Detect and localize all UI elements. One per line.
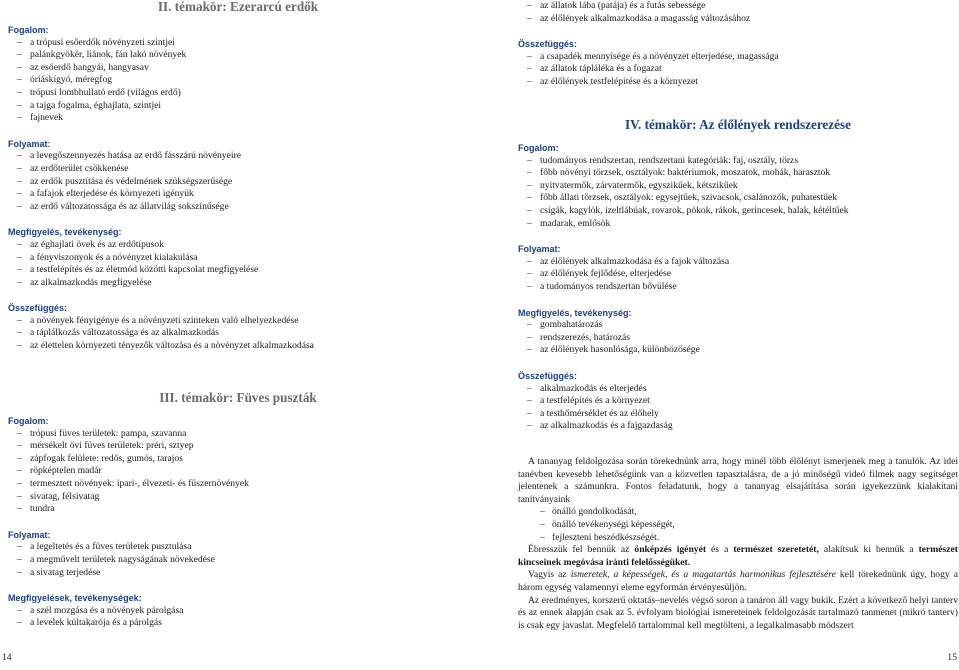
list-item: – sivatag, félsivatag xyxy=(8,491,468,504)
list-item: – az alkalmazkodás megfigyelése xyxy=(8,277,468,290)
megfigyelesek-heading: Megfigyelések, tevékenységek: xyxy=(8,593,142,604)
body-paragraph xyxy=(518,569,958,594)
list-item: – az alkalmazkodás és a fajgazdaság xyxy=(518,420,958,433)
list-item: – a levelek kültakarója és a párolgás xyxy=(8,617,468,630)
fogalom-list-2 xyxy=(8,37,468,125)
body-paragraph: Az eredményes, korszerű oktatás–nevelés végső soron a tanáron áll vagy bukik. Ezért a következő helyi tanterv és az ennek alapján csak az 5. évfolyam biológiai ismereteinek feldolgozását tartalmazó tanmenet (mikró tanterv) is csak egy javaslat. Megfelelő tartalommal kell megtölteni, a legalkalmasabb módszert xyxy=(518,594,958,631)
page-number-left: 14 xyxy=(2,652,12,663)
text-run: alakítsuk ki bennük a xyxy=(818,544,919,556)
fogalom-heading: Fogalom: xyxy=(518,143,559,153)
list-item: – palánkgyökér, liánok, fán lakó növények xyxy=(8,49,468,62)
megfigyelesek-list-3 xyxy=(8,605,468,630)
body-paragraph: A tananyag feldolgozása során törekednünk arra, hogy minél több élőlényt ismerjenek meg a tanulók. Az idei tanévben kevesebb lehetőségünk van a közvetlen tapasztalásra, de a jó minőségű videó filmek nagy segítséget jelentenek a számunkra. Fontos feladatunk, hogy a tananyag elsajátítása során igyekezzünk kialakítani tanítványaink xyxy=(518,456,958,505)
section-title-4: IV. témakör: Az élőlények rendszerezése xyxy=(625,117,851,132)
fogalom-list-4 xyxy=(518,155,958,231)
section-title-2: II. témakör: Ezerarcú erdők xyxy=(157,0,319,14)
folyamat-heading: Folyamat: xyxy=(518,244,561,255)
list-item: – a megművelt területek nagyságának növekedése xyxy=(8,554,468,567)
list-item: – tudományos rendszertan, rendszertani kategóriák: faj, osztály, törzs xyxy=(518,155,958,168)
list-item: – a testfelépítés és a környezet xyxy=(518,395,958,408)
list-item: – az élőlények testfelépítése és a környezet xyxy=(518,76,958,89)
folyamat-list-4 xyxy=(518,256,958,294)
text-run: Ébresszük fel bennük az xyxy=(528,544,635,556)
list-item: – rendszerezés, határozás xyxy=(518,332,958,345)
osszefugges-list-4 xyxy=(518,383,958,433)
list-item: – önálló gondolkodását, xyxy=(518,506,958,519)
list-item: – a növények fényigénye és a növényzeti szinteken való elhelyezkedése xyxy=(8,315,468,328)
list-item: – nyitvatermők, zárvatermők, egyszikűek, kétszikűek xyxy=(518,180,958,193)
list-item: – alkalmazkodás és elterjedés xyxy=(518,383,958,396)
skills-list xyxy=(518,506,958,544)
megfigyeles-list-2 xyxy=(8,239,468,289)
list-item: – főbb növényi törzsek, osztályok: baktériumok, moszatok, mohák, harasztok xyxy=(518,167,958,180)
list-item: – fajnevek xyxy=(8,112,468,125)
list-item: – az éghajlati övek és az erdőtípusok xyxy=(8,239,468,252)
list-item: – csigák, kagylók, ízeltlábúak, rovarok, pókok, rákok, gerincesek, halak, kétéltűek xyxy=(518,205,958,218)
page-number-right: 15 xyxy=(947,652,957,663)
body-paragraph xyxy=(518,544,958,569)
list-item: – gombahatározás xyxy=(518,319,958,332)
list-item: – zápfogak felülete: redős, gumós, tarajos xyxy=(8,453,468,466)
section-title-3: III. témakör: Füves puszták xyxy=(159,390,317,405)
folyamat-list-3 xyxy=(8,541,468,579)
list-item: – a testfelépítés és az életmód közötti kapcsolat megfigyelése xyxy=(8,264,468,277)
fogalom-heading: Fogalom: xyxy=(8,25,49,35)
list-item: – az élőlények hasonlósága, különbözősége xyxy=(518,344,958,357)
list-item: – fejleszteni beszédkészségét. xyxy=(518,532,958,545)
list-item: – az állatok tápláléka és a fogazat xyxy=(518,63,958,76)
list-item: – a táplálkozás változatossága és az alkalmazkodás xyxy=(8,327,468,340)
list-item: – a legeltetés és a füves területek pusztulása xyxy=(8,541,468,554)
folyamat-heading: Folyamat: xyxy=(8,529,51,540)
list-item: – az élőlények alkalmazkodása a magasság változásához xyxy=(518,13,958,26)
list-item: – madarak, emlősök xyxy=(518,218,958,231)
list-item: – a testhőmérséklet és az élőhely xyxy=(518,408,958,421)
list-item: – a sivatag terjedése xyxy=(8,567,468,580)
list-item: – az élőlények fejlődése, elterjedése xyxy=(518,268,958,281)
osszefugges-heading: Összefüggés: xyxy=(518,39,578,50)
folyamat-heading: Folyamat: xyxy=(8,138,51,149)
list-item: – tundra xyxy=(8,503,468,516)
folyamat-list-2 xyxy=(8,150,468,213)
list-item: – a tajga fogalma, éghajlata, szintjei xyxy=(8,100,468,113)
list-item: – a fafajok elterjedése és környezeti igényük xyxy=(8,188,468,201)
list-item: – a fényviszonyok és a növényzet kialakulása xyxy=(8,252,468,265)
text-run: Vagyis az xyxy=(528,569,571,581)
list-item: – a levegőszennyezés hatása az erdő fásszárú növényeire xyxy=(8,150,468,163)
list-item: – termesztett növények: ipari-, élvezeti- és fűszernövények xyxy=(8,478,468,491)
list-item: – az esőerdő hangyái, hangyasav xyxy=(8,62,468,75)
list-item: – óriáskígyó, méregfog xyxy=(8,74,468,87)
list-item: – az erdő változatossága és az állatvilág sokszínűsége xyxy=(8,201,468,214)
osszefugges-heading: Összefüggés: xyxy=(518,370,578,381)
bold-text: természet kincseinek megóvása iránti felelősségüket. xyxy=(518,544,958,568)
list-item: – az élőlények alkalmazkodása és a fajok változása xyxy=(518,256,958,269)
megfigyeles-list-4 xyxy=(518,319,958,357)
list-item: – röpképtelen madár xyxy=(8,465,468,478)
osszefugges-heading: Összefüggés: xyxy=(8,303,68,314)
continued-list xyxy=(518,0,958,25)
fogalom-list-3 xyxy=(8,428,468,516)
list-item: – főbb állati törzsek, osztályok: egysejtűek, szivacsok, csalánozók, puhatestűek xyxy=(518,192,958,205)
bold-text: természet szeretetét, xyxy=(733,544,819,556)
text-run: kell törekednünk úgy, hogy a három egység valamennyi eleme egyformán érvényesüljön. xyxy=(518,569,958,593)
italic-text: ismeretek, a képességek, és a magatartás harmonikus fejlesztésére xyxy=(570,569,836,581)
list-item: – mérsékelt övi füves területek: préri, sztyep xyxy=(8,440,468,453)
list-item: – önálló tevékenységi képességét, xyxy=(518,519,958,532)
megfigyeles-heading: Megfigyelés, tevékenység: xyxy=(8,227,122,238)
osszefugges-list-3 xyxy=(518,51,958,89)
fogalom-heading: Fogalom: xyxy=(8,416,49,426)
list-item: – a tudományos rendszertan bővülése xyxy=(518,281,958,294)
list-item: – az élettelen környezeti tényezők változása és a növényzet alkalmazkodása xyxy=(8,340,468,353)
list-item: – az erdők pusztítása és védelmének szükségszerűsége xyxy=(8,176,468,189)
text-run: és a xyxy=(706,544,734,556)
list-item: – trópusi lombhullató erdő (világos erdő) xyxy=(8,87,468,100)
list-item: – a trópusi esőerdők növényzeti szintjei xyxy=(8,37,468,50)
list-item: – az erdőterület csökkenése xyxy=(8,163,468,176)
osszefugges-list-2 xyxy=(8,315,468,353)
list-item: – trópusi füves területek: pampa, szavanna xyxy=(8,428,468,441)
bold-text: önképzés igényét xyxy=(634,544,707,556)
list-item: – a csapadék mennyisége és a növényzet elterjedése, magassága xyxy=(518,51,958,64)
list-item: – a szél mozgása és a növények párolgása xyxy=(8,605,468,618)
list-item: – az állatok lába (patája) és a futás sebessége xyxy=(518,0,958,13)
megfigyeles-heading: Megfigyelés, tevékenység: xyxy=(518,307,632,318)
